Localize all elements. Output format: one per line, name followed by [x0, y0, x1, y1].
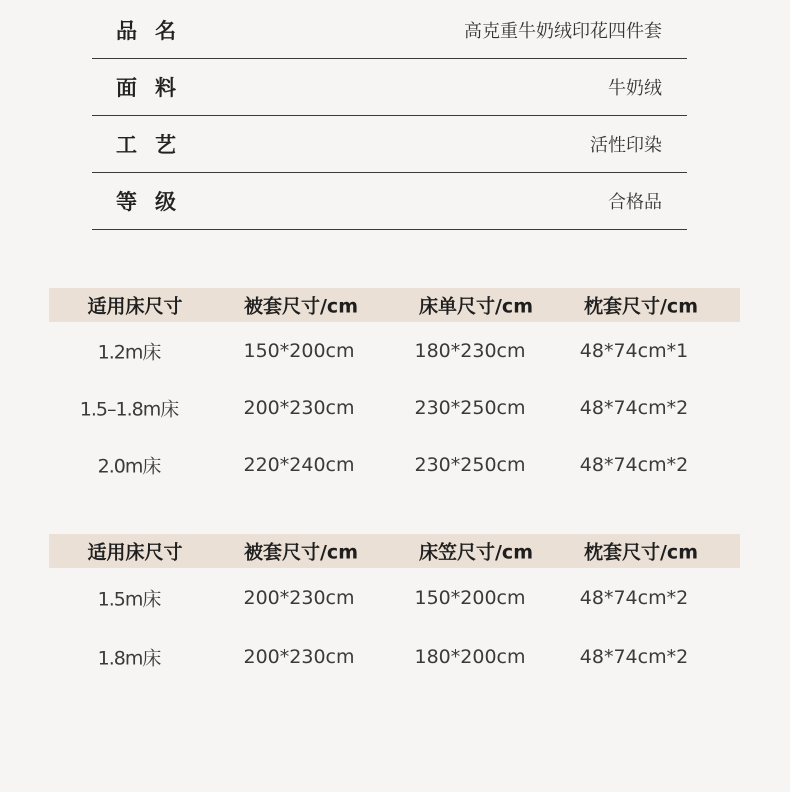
- spec-key: 面料: [116, 76, 194, 100]
- spec-row-fabric: [92, 59, 687, 116]
- table-cell: 220*240cm: [243, 453, 355, 476]
- table-row: [49, 322, 740, 379]
- size-table-sheet: [49, 288, 740, 493]
- spec-key: 品名: [116, 19, 194, 43]
- table-cell: 48*74cm*2: [579, 587, 689, 609]
- header-cell: 被套尺寸/cm: [243, 295, 359, 318]
- size-table-fitted: [49, 534, 740, 685]
- spec-value: 活性印染: [590, 135, 662, 156]
- spec-row-grade: [92, 173, 687, 230]
- table-header: [49, 288, 740, 322]
- table-cell: 48*74cm*2: [579, 453, 689, 476]
- table-cell: 48*74cm*2: [579, 645, 689, 668]
- table-cell: 48*74cm*1: [579, 339, 689, 362]
- table-cell: 200*230cm: [243, 396, 355, 419]
- spec-list: [92, 2, 687, 230]
- table-row: [49, 379, 740, 436]
- spec-value: 合格品: [608, 192, 662, 213]
- spec-value: 高克重牛奶绒印花四件套: [464, 21, 662, 42]
- table-cell: 200*230cm: [243, 587, 355, 609]
- table-row: [49, 436, 740, 493]
- header-cell: 适用床尺寸: [87, 295, 183, 318]
- table-row: [49, 628, 740, 685]
- table-cell: 1.8m床: [97, 647, 161, 669]
- spec-key: 工艺: [116, 133, 194, 157]
- header-cell: 枕套尺寸/cm: [583, 541, 699, 564]
- table-cell: 1.5–1.8m床: [79, 398, 179, 420]
- table-cell: 230*250cm: [414, 396, 526, 419]
- header-cell: 适用床尺寸: [87, 541, 183, 564]
- table-cell: 180*200cm: [414, 645, 526, 668]
- header-cell: 被套尺寸/cm: [243, 541, 359, 564]
- spec-row-name: [92, 2, 687, 59]
- table-cell: 1.5m床: [97, 588, 161, 611]
- table-cell: 200*230cm: [243, 645, 355, 668]
- table-cell: 230*250cm: [414, 453, 526, 476]
- table-row: [49, 568, 740, 628]
- table-cell: 1.2m床: [97, 341, 161, 363]
- spec-row-craft: [92, 116, 687, 173]
- table-cell: 150*200cm: [414, 587, 526, 609]
- table-cell: 180*230cm: [414, 339, 526, 362]
- spec-key: 等级: [116, 190, 194, 214]
- header-cell: 床单尺寸/cm: [418, 295, 534, 318]
- table-header: [49, 534, 740, 568]
- table-cell: 150*200cm: [243, 339, 355, 362]
- header-cell: 枕套尺寸/cm: [583, 295, 699, 318]
- header-cell: 床笠尺寸/cm: [418, 541, 534, 564]
- spec-value: 牛奶绒: [608, 78, 662, 99]
- table-cell: 2.0m床: [97, 455, 161, 477]
- table-cell: 48*74cm*2: [579, 396, 689, 419]
